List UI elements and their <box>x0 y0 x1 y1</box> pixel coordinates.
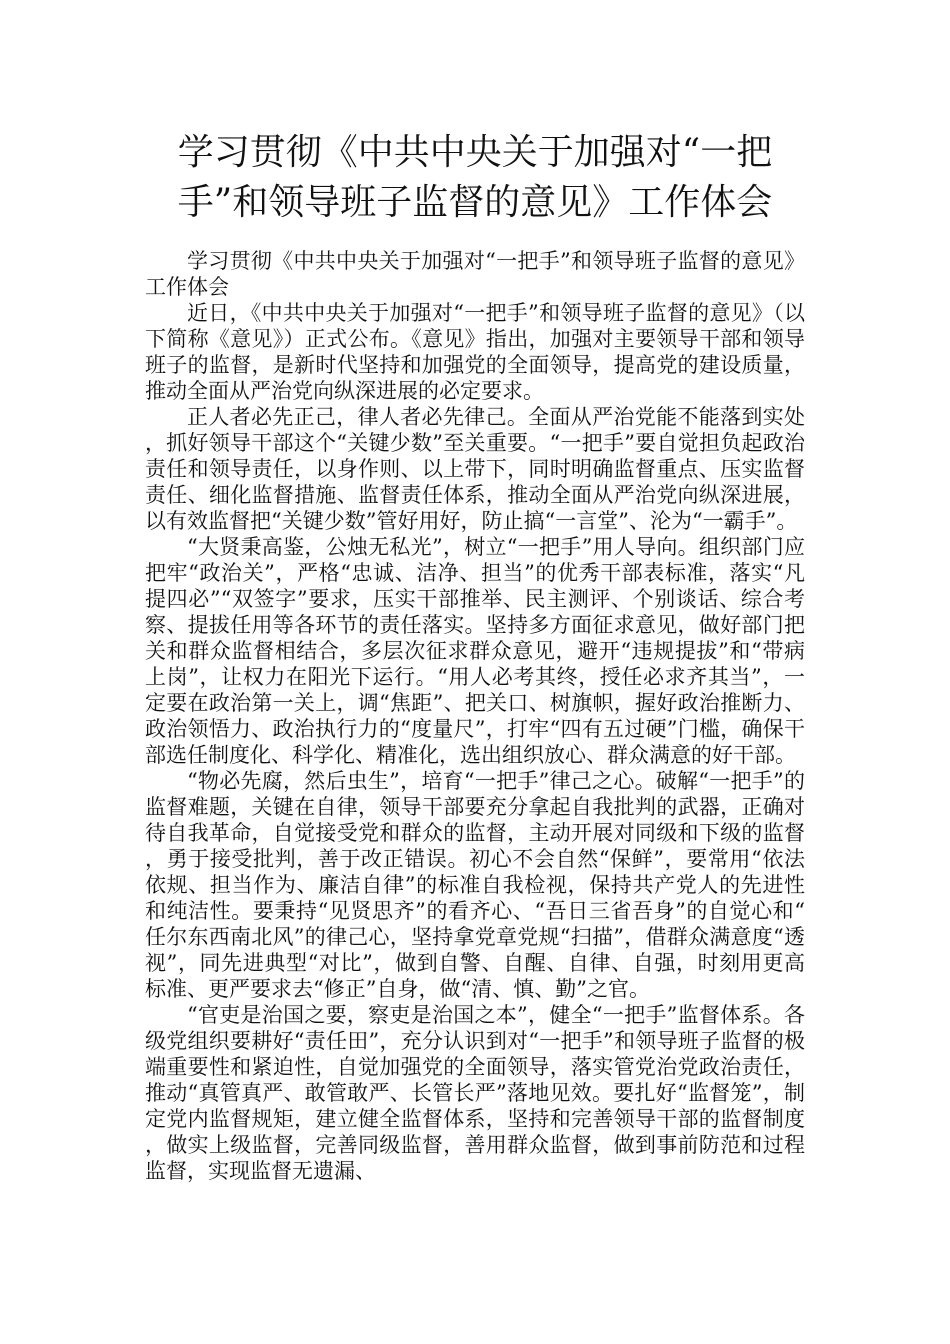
title-line-2: 手”和领导班子监督的意见》工作体会 <box>177 182 773 223</box>
paragraph-2: 近日，《中共中央关于加强对“一把手”和领导班子监督的意见》（以下简称《意见》）正式公布。《意见》指出，加强对主要领导干部和领导班子的监督，是新时代坚持和加强党的全面领导，提高党的建设质量，推动全面从严治党向纵深进展的必定要求。 <box>145 301 805 403</box>
document-title <box>148 128 802 228</box>
paragraph-1: 学习贯彻《中共中央关于加强对“一把手”和领导班子监督的意见》工作体会 <box>145 249 805 299</box>
paragraph-5: “物必先腐，然后虫生”，培育“一把手”律己之心。破解“一把手”的监督难题，关键在自律，领导干部要充分拿起自我批判的武器，正确对待自我革命，自觉接受党和群众的监督，主动开展对同级和下级的监督，勇于接受批判，善于改正错误。初心不会自然“保鲜”，要常用“依法依规、担当作为、廉洁自律”的标准自我检视，保持共产党人的先进性和纯洁性。要秉持“见贤思齐”的看齐心、“吾日三省吾身”的自觉心和“任尔东西南北风”的律己心，坚持拿党章党规“扫描”，借群众满意度“透视”，同先进典型“对比”，做到自警、自醒、自律、自强，时刻用更高标准、更严要求去“修正”自身，做“清、慎、勤”之官。 <box>145 769 805 1001</box>
paragraph-4: “大贤秉高鉴，公烛无私光”，树立“一把手”用人导向。组织部门应把牢“政治关”，严格“忠诚、洁净、担当”的优秀干部表标准，落实“凡提四必”“双签字”要求，压实干部推举、民主测评、个别谈话、综合考察、提拔任用等各环节的责任落实。坚持多方面征求意见，做好部门把关和群众监督相结合，多层次征求群众意见，避开“违规提拔”和“带病上岗”，让权力在阳光下运行。“用人必考其终，授任必求齐其当”，一定要在政治第一关上，调“焦距”、把关口、树旗帜，握好政治推断力、政治领悟力、政治执行力的“度量尺”，打牢“四有五过硬”门槛，确保干部选任制度化、科学化、精准化，选出组织放心、群众满意的好干部。 <box>145 535 805 767</box>
title-line-1: 学习贯彻《中共中央关于加强对“一把 <box>177 132 773 173</box>
paragraph-3: 正人者必先正己，律人者必先律己。全面从严治党能不能落到实处，抓好领导干部这个“关键少数”至关重要。“一把手”要自觉担负起政治责任和领导责任，以身作则、以上带下，同时明确监督重点、压实监督责任、细化监督措施、监督责任体系，推动全面从严治党向纵深进展，以有效监督把“关键少数”管好用好，防止搞“一言堂”、沦为“一霸手”。 <box>145 405 805 533</box>
document-body <box>145 248 805 1184</box>
paragraph-6: “官吏是治国之要，察吏是治国之本”，健全“一把手”监督体系。各级党组织要耕好“责任田”，充分认识到对“一把手”和领导班子监督的极端重要性和紧迫性，自觉加强党的全面领导，落实管党治党政治责任，推动“真管真严、敢管敢严、长管长严”落地见效。要扎好“监督笼”，制定党内监督规矩，建立健全监督体系，坚持和完善领导干部的监督制度，做实上级监督，完善同级监督，善用群众监督，做到事前防范和过程监督，实现监督无遗漏、 <box>145 1003 805 1183</box>
